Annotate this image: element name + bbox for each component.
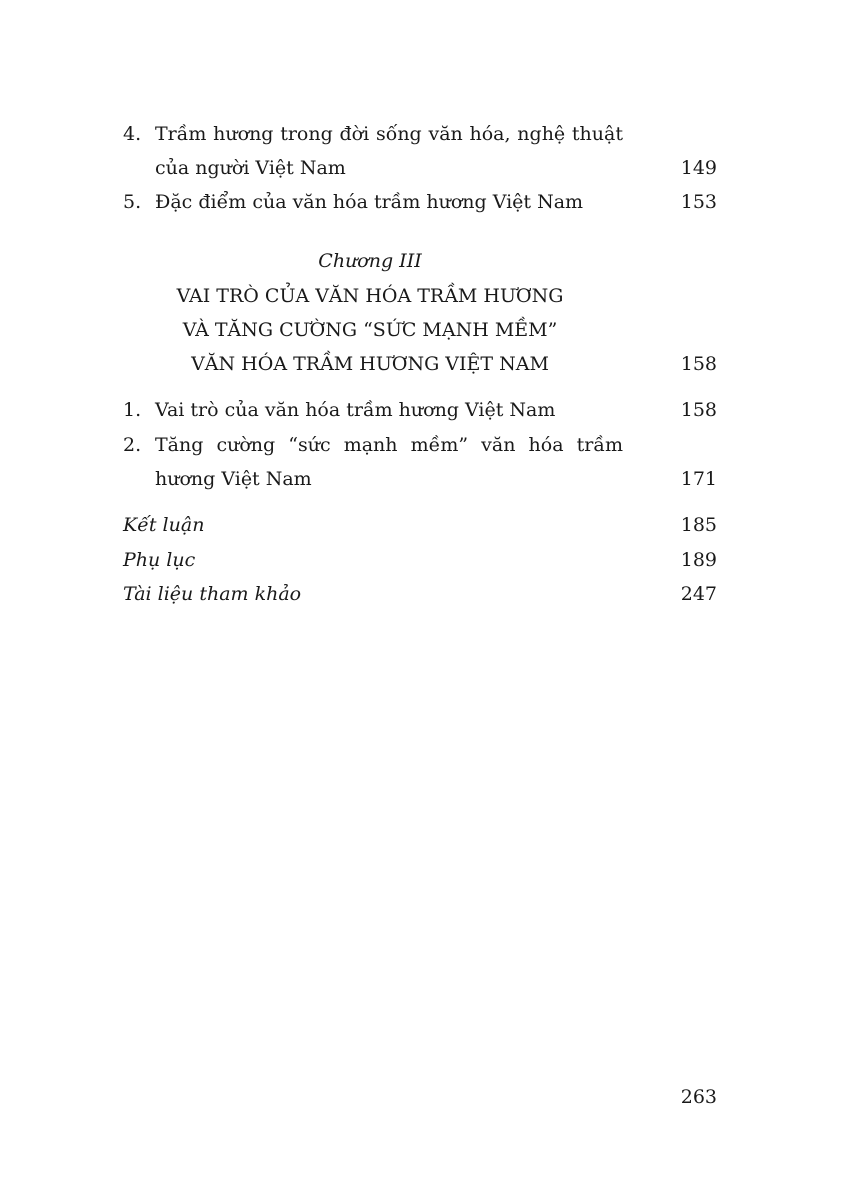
toc-appendix-page: 189: [680, 549, 717, 571]
chapter-title-line1: VAI TRÒ CỦA VĂN HÓA TRẦM HƯƠNG: [176, 285, 564, 307]
toc-entry-4-number: 4.: [123, 123, 142, 145]
chapter-title-line2: VÀ TĂNG CƯỜNG “SỨC MẠNH MỀM”: [182, 319, 558, 341]
toc-conclusion: Kết luận: [123, 514, 205, 536]
toc-entry-5-title: Đặc điểm của văn hóa trầm hương Việt Nam: [155, 191, 584, 213]
chapter-title-line3: VĂN HÓA TRẦM HƯƠNG VIỆT NAM: [191, 353, 549, 375]
toc-entry-2-title-line1: Tăng cường “sức mạnh mềm” văn hóa trầm: [155, 434, 623, 456]
toc-conclusion-page: 185: [680, 514, 717, 536]
toc-entry-4-title-line1: Trầm hương trong đời sống văn hóa, nghệ thuật: [155, 123, 623, 145]
toc-entry-2-title-line2: hương Việt Nam: [155, 468, 312, 490]
toc-entry-2-page: 171: [680, 468, 717, 490]
toc-entry-5-number: 5.: [123, 191, 142, 213]
page-number: 263: [680, 1086, 717, 1108]
chapter-label: Chương III: [318, 250, 422, 272]
toc-entry-1-title: Vai trò của văn hóa trầm hương Việt Nam: [155, 399, 556, 421]
toc-entry-1-number: 1.: [123, 399, 142, 421]
toc-references-page: 247: [680, 583, 717, 605]
toc-entry-4-title-line2: của người Việt Nam: [155, 157, 346, 179]
toc-entry-4-page: 149: [680, 157, 717, 179]
toc-entry-2-number: 2.: [123, 434, 142, 456]
chapter-page: 158: [680, 353, 717, 375]
toc-appendix: Phụ lục: [123, 549, 196, 571]
toc-references: Tài liệu tham khảo: [123, 583, 302, 605]
toc-entry-1-page: 158: [680, 399, 717, 421]
toc-entry-5-page: 153: [680, 191, 717, 213]
